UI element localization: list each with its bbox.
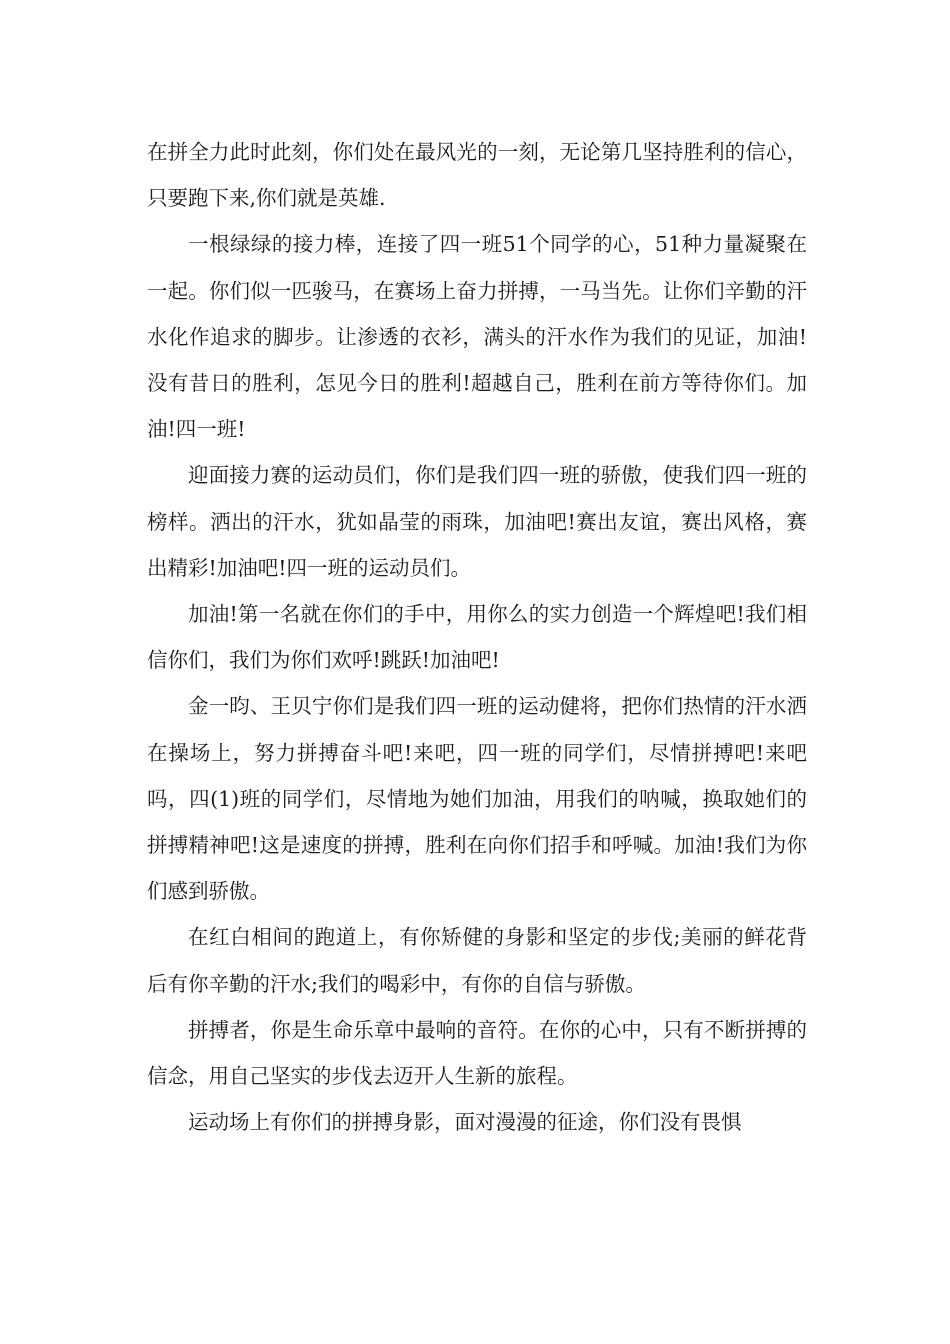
paragraph-1: 在拼全力此时此刻，你们处在最风光的一刻，无论第几坚持胜利的信心，只要跑下来,你们就是英雄. <box>147 140 807 211</box>
paragraph-8: 运动场上有你们的拼搏身影，面对漫漫的征途，你们没有畏惧 <box>188 1110 742 1135</box>
paragraph-7: 拼搏者，你是生命乐章中最响的音符。在你的心中，只有不断拼搏的信念，用自己坚实的步伐去迈开人生新的旅程。 <box>147 1017 807 1089</box>
paragraph-2: 一根绿绿的接力棒，连接了四一班51个同学的心，51种力量凝聚在一起。你们似一匹骏马，在赛场上奋力拼搏，一马当先。让你们辛勤的汗水化作追求的脚步。让渗透的衣衫，满头的汗水作为我们的见证，加油!没有昔日的胜利，怎见今日的胜利!超越自己，胜利在前方等待你们。加油!四一班! <box>147 232 807 442</box>
paragraph-5: 金一昀、王贝宁你们是我们四一班的运动健将，把你们热情的汗水洒在操场上，努力拼搏奋斗吧!来吧，四一班的同学们，尽情拼搏吧!来吧吗，四(1)班的同学们，尽情地为她们加油，用我们的呐喊，换取她们的拼搏精神吧!这是速度的拼搏，胜利在向你们招手和呼喊。加油!我们为你们感到骄傲。 <box>147 694 807 904</box>
paragraph-3: 迎面接力赛的运动员们，你们是我们四一班的骄傲，使我们四一班的榜样。洒出的汗水，犹如晶莹的雨珠，加油吧!赛出友谊，赛出风格，赛出精彩!加油吧!四一班的运动员们。 <box>147 463 807 580</box>
document-body <box>147 129 807 1145</box>
paragraph-4: 加油!第一名就在你们的手中，用你么的实力创造一个辉煌吧!我们相信你们，我们为你们欢呼!跳跃!加油吧! <box>147 602 807 673</box>
paragraph-6: 在红白相间的跑道上，有你矫健的身影和坚定的步伐;美丽的鲜花背后有你辛勤的汗水;我们的喝彩中，有你的自信与骄傲。 <box>147 925 807 996</box>
